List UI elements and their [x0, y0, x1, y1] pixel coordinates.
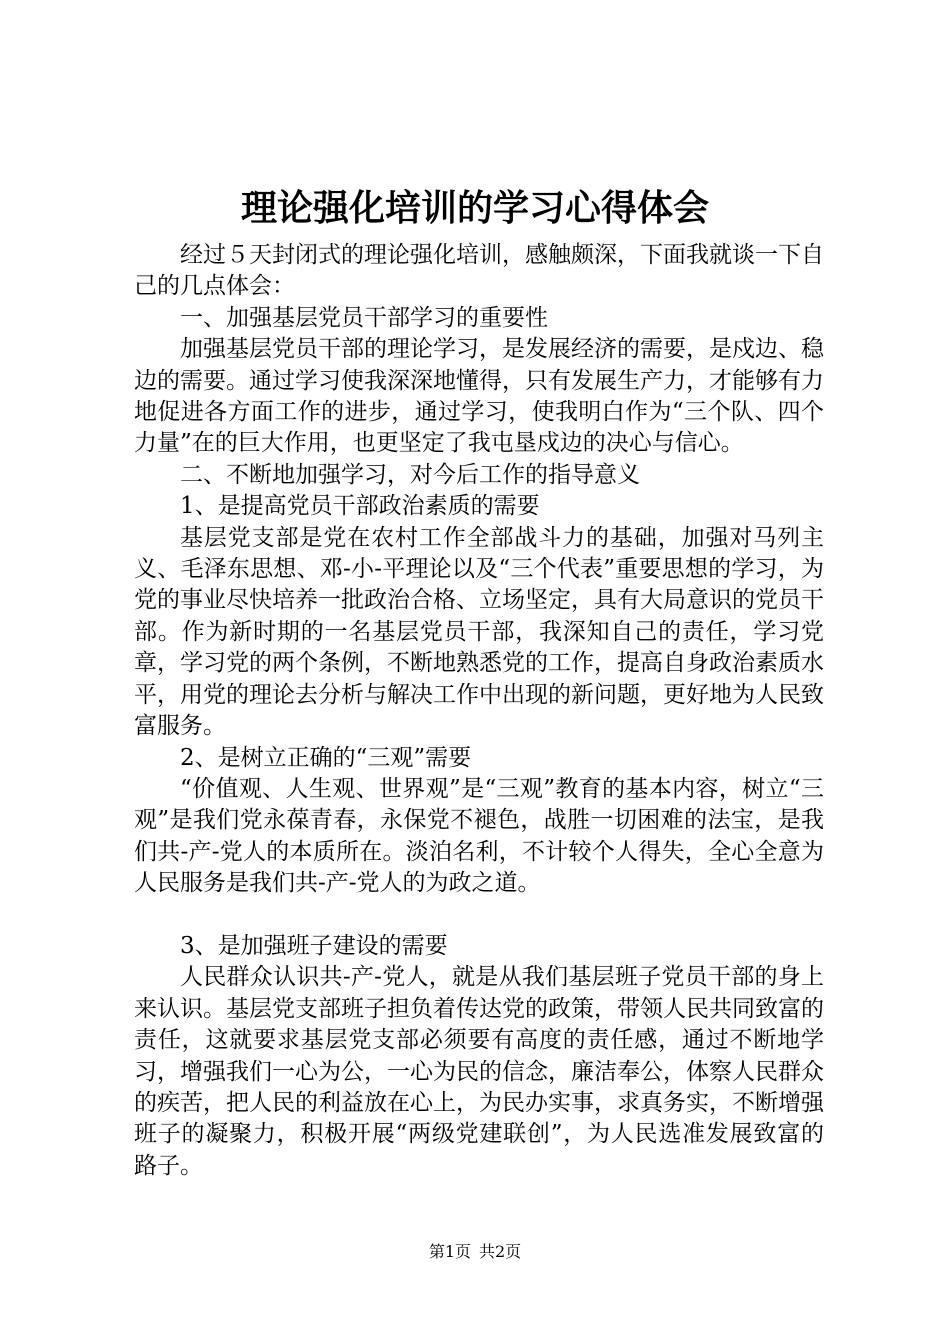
subheading-2: 2、是树立正确的“三观”需要: [180, 744, 472, 771]
section-heading-2: 二、不断地加强学习，对今后工作的指导意义: [180, 461, 640, 488]
body-paragraph: 基层党支部是党在农村工作全部战斗力的基础，加强对马列主义、毛泽东思想、邓-小-平理论以及“三个代表”重要思想的学习，为党的事业尽快培养一批政治合格、立场坚定，具有大局意识的党员干部。作为新时期的一名基层党员干部，我深知自己的责任，学习党章，学习党的两个条例，不断地熟悉党的工作，提高自身政治素质水平，用党的理论去分析与解决工作中出现的新问题，更好地为人民致富服务。: [134, 524, 824, 740]
page-footer: [0, 1241, 950, 1263]
body-paragraph: “价值观、人生观、世界观”是“三观”教育的基本内容，树立“三观”是我们党永葆青春，永保党不褪色，战胜一切困难的法宝，是我们共-产-党人的本质所在。淡泊名利，不计较个人得失，全心全意为人民服务是我们共-产-党人的为政之道。: [134, 775, 824, 897]
intro-paragraph: 经过５天封闭式的理论强化培训，感触颇深，下面我就谈一下自己的几点体会：: [134, 242, 824, 300]
page-number: 第1页: [428, 1242, 471, 1261]
body-paragraph: 人民群众认识共-产-党人，就是从我们基层班子党员干部的身上来认识。基层党支部班子担负着传达党的政策，带领人民共同致富的责任，这就要求基层党支部必须要有高度的责任感，通过不断地学习，增强我们一心为公，一心为民的信念，廉洁奉公，体察人民群众的疾苦，把人民的利益放在心上，为民办实事，求真务实，不断增强班子的凝聚力，积极开展“两级党建联创”，为人民选准发展致富的路子。: [134, 964, 824, 1179]
page-total: 共2页: [479, 1242, 522, 1261]
body-paragraph: 加强基层党员干部的理论学习，是发展经济的需要，是戍边、稳边的需要。通过学习使我深深地懂得，只有发展生产力，才能够有力地促进各方面工作的进步，通过学习，使我明白作为“三个队、四个力量”在的巨大作用，也更坚定了我屯垦戍边的决心与信心。: [134, 336, 824, 457]
subheading-3: 3、是加强班子建设的需要: [180, 932, 448, 959]
section-heading-1: 一、加强基层党员干部学习的重要性: [180, 304, 548, 331]
subheading-1: 1、是提高党员干部政治素质的需要: [180, 493, 540, 520]
document-body: [134, 240, 824, 1182]
blank-line: [134, 900, 824, 931]
document-title: 理论强化培训的学习心得体会: [240, 187, 709, 229]
